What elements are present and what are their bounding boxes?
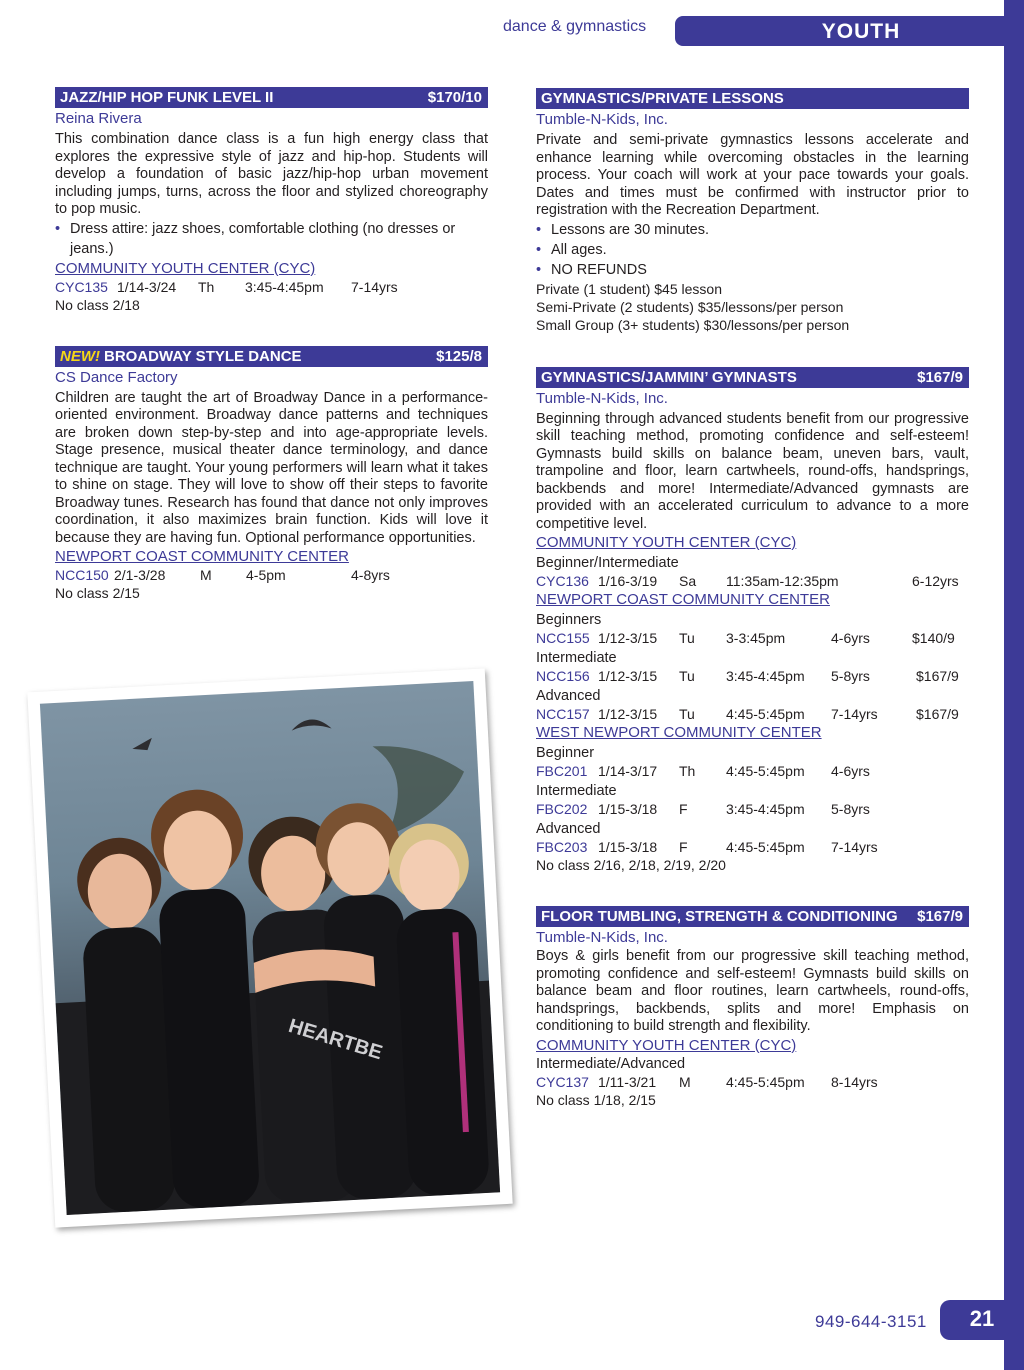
class-fee: $167/9 <box>916 668 959 684</box>
class-title-bar <box>55 87 488 108</box>
bullet-text: Dress attire: jazz shoes, comfortable clothing (no dresses or jeans.) <box>70 220 456 257</box>
schedule-row <box>536 629 969 647</box>
class-dates: 2/1-3/28 <box>114 567 166 583</box>
class-age: 7-14yrs <box>831 839 878 855</box>
shirt-text: HEARTBE <box>285 1014 385 1065</box>
class-dates: 1/16-3/19 <box>598 573 658 589</box>
location-link[interactable]: COMMUNITY YOUTH CENTER (CYC) <box>536 534 797 551</box>
class-dates: 1/12-3/15 <box>598 630 658 646</box>
class-day: F <box>679 839 688 855</box>
class-fee: $167/9 <box>916 706 959 722</box>
class-code[interactable]: FBC201 <box>536 763 588 779</box>
class-note: No class 2/18 <box>55 296 140 313</box>
right-column <box>536 88 969 1109</box>
class-time: 3:45-4:45pm <box>245 278 324 295</box>
class-time: 3:45-4:45pm <box>726 668 805 684</box>
class-time: 3-3:45pm <box>726 630 786 646</box>
dancers-photo <box>40 681 500 1215</box>
class-note: No class 2/15 <box>55 585 140 601</box>
class-dates: 1/11-3/21 <box>598 1073 657 1090</box>
class-description: Beginning through advanced students benefit from our progressive skill teaching method, promoting confidence and self-esteem! Gymnasts build skills on balance beam, uneven bars, vault, trampoline and floor, learn cartwheels, round-offs, handsprings, backbends and more! Intermediate/Advanced gymnasts are provided with an accelerated curriculum to advance to a more competitive level. <box>536 410 969 532</box>
class-price: $125/8 <box>436 347 482 365</box>
class-time: 4:45-5:45pm <box>726 706 805 722</box>
section-label: dance & gymnastics <box>503 18 647 35</box>
level-label: Intermediate <box>536 783 617 799</box>
level-label: Advanced <box>536 821 601 837</box>
schedule-row <box>536 1073 969 1091</box>
class-title: GYMNASTICS/PRIVATE LESSONS <box>541 90 784 107</box>
schedule-row <box>55 278 488 296</box>
class-time: 4:45-5:45pm <box>726 1073 805 1090</box>
class-age: 8-14yrs <box>831 1073 878 1090</box>
level-label: Beginners <box>536 612 602 628</box>
location-link[interactable]: NEWPORT COAST COMMUNITY CENTER <box>536 591 830 608</box>
class-title-bar <box>55 346 488 367</box>
rate-line: Small Group (3+ students) $30/lessons/per person <box>536 316 850 333</box>
class-time: 4:45-5:45pm <box>726 839 805 855</box>
class-price: $167/9 <box>917 368 963 386</box>
class-time: 11:35am-12:35pm <box>726 573 839 589</box>
class-age: 7-14yrs <box>351 278 398 295</box>
class-description: Private and semi-private gymnastics lessons accelerate and enhance learning while overcoming obstacles in the learning process. Your coach will work at your pace towards your goals. Dates and times must be confirmed with instructor prior to registration with the Recreation Department. <box>536 132 969 218</box>
class-title: JAZZ/HIP HOP FUNK LEVEL II <box>60 89 274 106</box>
class-title-bar <box>536 906 969 927</box>
class-age: 4-6yrs <box>831 763 870 779</box>
level-label: Advanced <box>536 688 601 704</box>
class-code[interactable]: NCC156 <box>536 668 590 684</box>
class-code[interactable]: CYC137 <box>536 1073 589 1090</box>
schedule-row <box>536 762 969 780</box>
class-dates: 1/15-3/18 <box>598 839 658 855</box>
class-jazz-hiphop <box>55 87 488 314</box>
class-day: Tu <box>679 630 695 646</box>
class-day: Th <box>198 278 215 295</box>
photo-frame <box>27 668 512 1227</box>
class-title: FLOOR TUMBLING, STRENGTH & CONDITIONING <box>541 908 898 925</box>
bullet-text: All ages. <box>551 241 607 258</box>
class-title: GYMNASTICS/JAMMIN’ GYMNASTS <box>541 368 797 386</box>
class-dates: 1/14-3/17 <box>598 763 658 779</box>
class-age: 4-6yrs <box>831 630 870 646</box>
class-time: 4-5pm <box>246 567 286 583</box>
level-label: Intermediate/Advanced <box>536 1055 686 1072</box>
class-day: Tu <box>679 706 695 722</box>
dancers-illustration <box>40 681 500 1215</box>
class-code[interactable]: FBC203 <box>536 839 588 855</box>
class-dates: 1/14-3/24 <box>117 278 177 295</box>
schedule-row <box>536 667 969 685</box>
class-age: 5-8yrs <box>831 801 870 817</box>
class-age: 7-14yrs <box>831 706 878 722</box>
class-instructor: Tumble-N-Kids, Inc. <box>536 929 668 946</box>
new-badge: NEW! <box>60 347 100 365</box>
bullet-item <box>55 219 488 259</box>
class-description: Boys & girls benefit from our progressive skill teaching method, promoting confidence and self-esteem! Gymnasts build skills on balance beam and floor routines, learn cartwheels, round-offs, handsprings, backbends, splits and more! Emphasis on conditioning to build strength and flexibility. <box>536 948 969 1034</box>
class-day: M <box>679 1073 691 1090</box>
class-broadway <box>55 346 488 603</box>
class-title: BROADWAY STYLE DANCE <box>104 347 302 365</box>
class-dates: 1/12-3/15 <box>598 706 658 722</box>
class-dates: 1/12-3/15 <box>598 668 658 684</box>
class-age: 4-8yrs <box>351 567 390 583</box>
class-instructor: CS Dance Factory <box>55 368 178 386</box>
class-time: 4:45-5:45pm <box>726 763 805 779</box>
class-code[interactable]: NCC157 <box>536 706 590 722</box>
class-title-bar <box>536 367 969 388</box>
rate-line: Private (1 student) $45 lesson <box>536 280 722 297</box>
bullet-icon: • <box>536 241 542 258</box>
schedule-row <box>536 800 969 818</box>
bullet-item <box>536 260 969 280</box>
location-link[interactable]: COMMUNITY YOUTH CENTER (CYC) <box>55 259 316 277</box>
bullet-icon: • <box>55 220 61 237</box>
level-label: Beginner <box>536 745 595 761</box>
class-price: $167/9 <box>917 908 963 925</box>
bullet-item <box>536 220 969 240</box>
class-day: M <box>200 567 212 583</box>
location-link[interactable]: COMMUNITY YOUTH CENTER (CYC) <box>536 1036 797 1054</box>
rate-line: Semi-Private (2 students) $35/lessons/per person <box>536 298 844 315</box>
class-instructor: Tumble-N-Kids, Inc. <box>536 389 668 407</box>
class-age: 5-8yrs <box>831 668 870 684</box>
class-code[interactable]: CYC136 <box>536 573 589 589</box>
class-code[interactable]: NCC150 <box>55 567 109 583</box>
section-tab-title: YOUTH <box>821 20 901 43</box>
right-edge-bar <box>1004 0 1024 1370</box>
class-jammin-gymnasts <box>536 367 969 875</box>
class-day: F <box>679 801 688 817</box>
class-day: Th <box>679 763 696 779</box>
page-number: 21 <box>940 1300 1024 1340</box>
class-instructor: Reina Rivera <box>55 110 142 127</box>
class-description: Children are taught the art of Broadway Dance in a performance-oriented environment. Broadway dance patterns and techniques are broken down step-by-step and into age-appropriate levels. Stage presence, musical theater dance terminology, and dance technique are taught. Your young performers will learn what it takes to shine on stage. They will love to show off their steps to favorite Broadway tunes. Research has found that dance not only improves coordination, it also maximizes brain function. Kids will love it because they are having fun. Optional performance opportunities. <box>55 389 488 546</box>
class-time: 3:45-4:45pm <box>726 801 805 817</box>
level-label: Beginner/Intermediate <box>536 555 679 571</box>
class-code[interactable]: NCC155 <box>536 630 590 646</box>
class-private-lessons <box>536 88 969 334</box>
class-title-bar <box>536 88 969 109</box>
schedule-row <box>536 705 969 723</box>
class-price: $170/10 <box>427 89 482 106</box>
class-instructor: Tumble-N-Kids, Inc. <box>536 111 668 128</box>
class-note: No class 1/18, 2/15 <box>536 1091 656 1108</box>
level-label: Intermediate <box>536 650 617 666</box>
class-age: 6-12yrs <box>912 573 959 589</box>
class-dates: 1/15-3/18 <box>598 801 658 817</box>
class-code[interactable]: FBC202 <box>536 801 588 817</box>
schedule-row <box>536 838 969 856</box>
phone-number: 949-644-3151 <box>815 1312 927 1331</box>
class-fee: $140/9 <box>912 630 955 646</box>
schedule-row <box>536 572 969 590</box>
class-note: No class 2/16, 2/18, 2/19, 2/20 <box>536 857 726 873</box>
class-description: This combination dance class is a fun high energy class that explores the expressive style of jazz and hip-hop. Students will develop a foundation of basic jazz/hip-hop urban movement including jumps, turns, across the floor and stylized choreography to pop music. <box>55 131 488 217</box>
bullet-icon: • <box>536 221 542 238</box>
bullet-text: Lessons are 30 minutes. <box>551 221 709 238</box>
class-code[interactable]: CYC135 <box>55 278 108 295</box>
location-link[interactable]: NEWPORT COAST COMMUNITY CENTER <box>55 548 349 565</box>
location-link[interactable]: WEST NEWPORT COMMUNITY CENTER <box>536 724 822 741</box>
schedule-row <box>55 566 488 584</box>
bullet-text: NO REFUNDS <box>551 261 647 278</box>
bullet-item <box>536 240 969 260</box>
class-day: Tu <box>679 668 695 684</box>
left-column <box>55 87 488 602</box>
bullet-icon: • <box>536 261 542 278</box>
class-day: Sa <box>679 573 697 589</box>
class-floor-tumbling <box>536 906 969 1109</box>
